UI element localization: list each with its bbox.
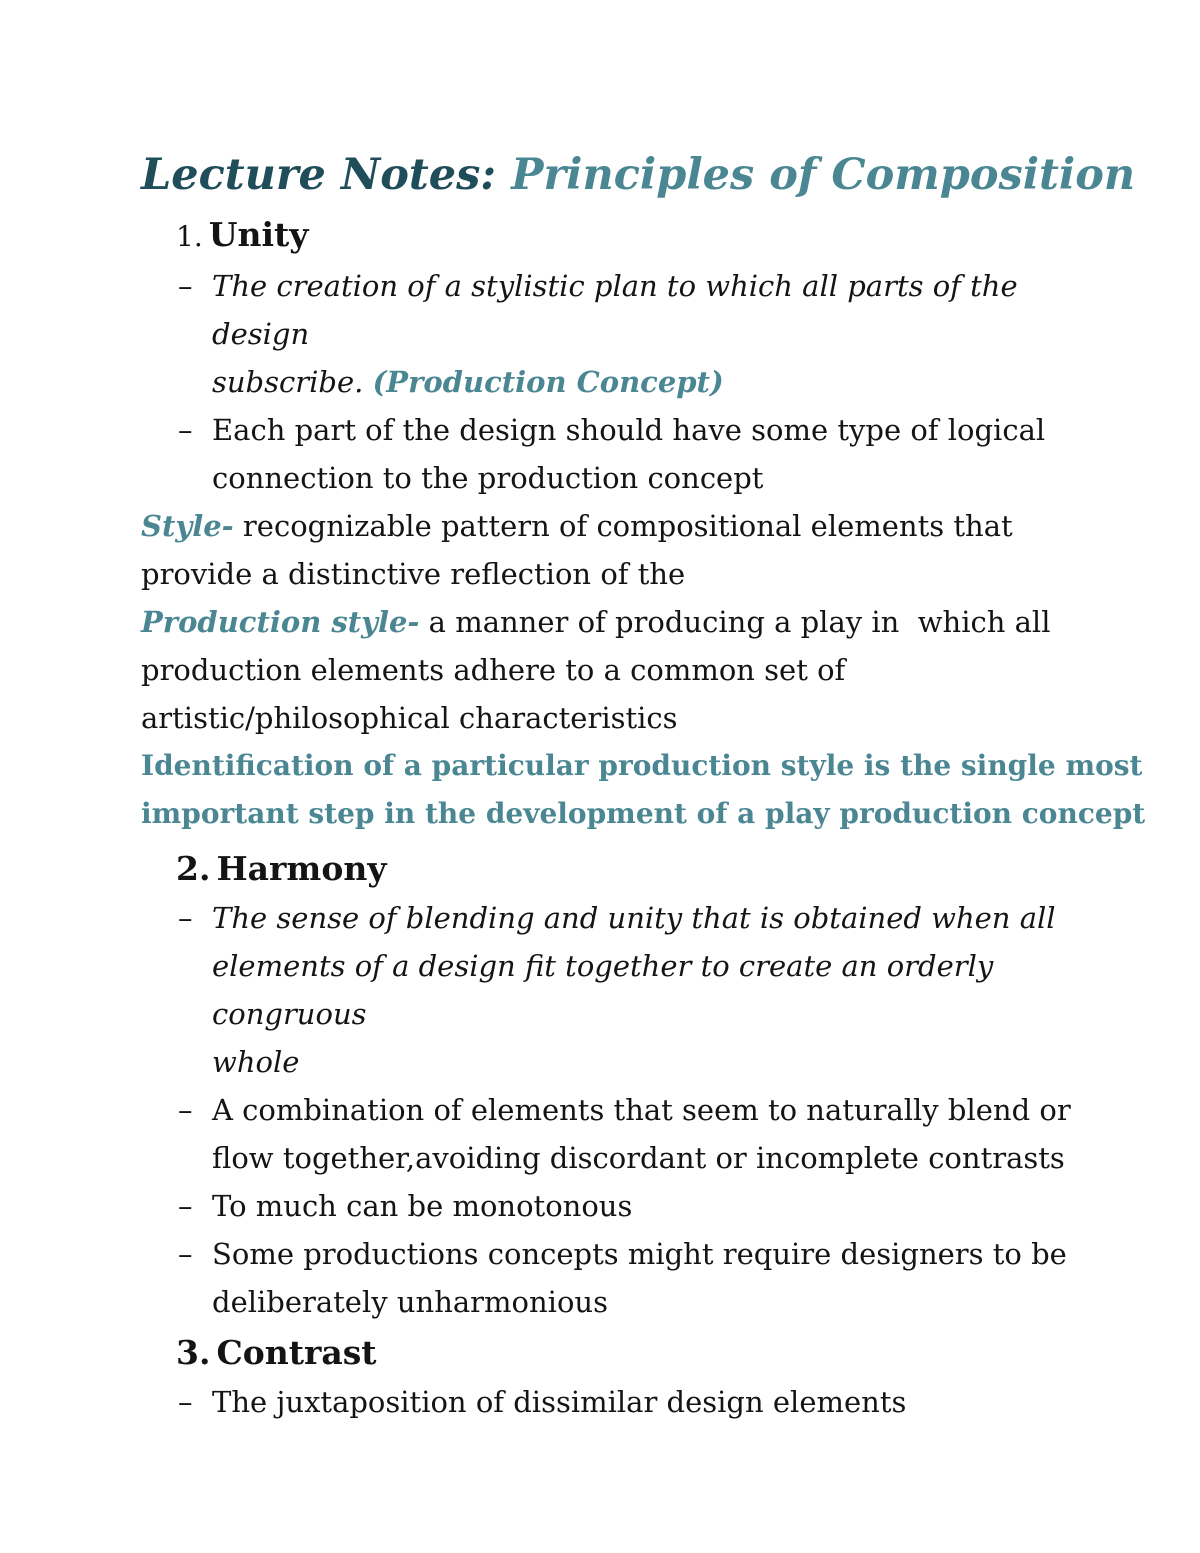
- title-subtitle: Principles of Composition: [511, 150, 1136, 200]
- key-statement-line: Identification of a particular production style is the single most: [141, 749, 1143, 782]
- definition-text: recognizable pattern of compositional elements that: [233, 509, 1013, 543]
- bullet-item: [141, 1086, 1101, 1182]
- bullet-text-cont: [212, 358, 1101, 406]
- bullet-line: The juxtaposition of dissimilar design elements: [212, 1385, 907, 1419]
- section-heading-harmony: [141, 844, 1101, 894]
- dash-marker: –: [178, 269, 193, 303]
- bullet-line: whole: [212, 1045, 300, 1079]
- definition-text: provide a distinctive reflection of the: [141, 557, 686, 591]
- title-lead: Lecture Notes:: [141, 150, 497, 200]
- section-number: 1.: [176, 220, 203, 253]
- definition-text: artistic/philosophical characteristics: [141, 701, 678, 735]
- dash-marker: –: [178, 1093, 193, 1127]
- bullet-item: [141, 1182, 1101, 1230]
- dash-marker: –: [178, 413, 193, 447]
- dash-marker: –: [178, 1189, 193, 1223]
- key-statement-line: important step in the development of a play production concept: [141, 797, 1146, 830]
- section-heading-unity: [141, 210, 1101, 262]
- bullet-line: Each part of the design should have some type of logical: [212, 413, 1046, 447]
- definition-style: [141, 502, 1101, 598]
- bullet-line: The creation of a stylistic plan to which all parts of the design: [212, 269, 1018, 351]
- section-number: 3.: [176, 1333, 211, 1372]
- dash-marker: –: [178, 1237, 193, 1271]
- bullet-line: flow together,avoiding discordant or incomplete contrasts: [212, 1141, 1065, 1175]
- bullet-item: [141, 1378, 1101, 1426]
- bullet-line: A combination of elements that seem to naturally blend or: [212, 1093, 1071, 1127]
- bullet-text: [212, 262, 1101, 358]
- bullet-line: The sense of blending and unity that is obtained when all: [212, 901, 1056, 935]
- bullet-line: elements of a design fit together to create an orderly congruous: [212, 949, 994, 1031]
- dash-marker: –: [178, 901, 193, 935]
- bullet-line: deliberately unharmonious: [212, 1285, 608, 1319]
- section-title: Contrast: [216, 1333, 377, 1372]
- production-concept-label: (Production Concept): [372, 365, 724, 399]
- bullet-line: Some productions concepts might require designers to be: [212, 1237, 1067, 1271]
- section-title: Unity: [208, 215, 309, 254]
- dash-marker: –: [178, 1385, 193, 1419]
- definition-term: Style-: [141, 509, 234, 543]
- section-heading-contrast: [141, 1328, 1101, 1378]
- definition-term: Production style-: [141, 605, 420, 639]
- bullet-item: [141, 262, 1101, 406]
- page-title: [141, 145, 1136, 205]
- bullet-line: subscribe.: [212, 365, 364, 399]
- bullet-line: To much can be monotonous: [212, 1189, 633, 1223]
- section-number: 2.: [176, 849, 211, 888]
- definition-production-style: [141, 598, 1101, 742]
- section-title: Harmony: [216, 849, 387, 888]
- definition-text: a manner of producing a play in which all: [419, 605, 1051, 639]
- bullet-item: [141, 1230, 1101, 1326]
- definition-text: production elements adhere to a common set of: [141, 653, 846, 687]
- bullet-line: connection to the production concept: [212, 461, 764, 495]
- document-body: [141, 145, 1146, 1426]
- key-statement: [141, 742, 1146, 838]
- bullet-item: [141, 406, 1101, 502]
- bullet-item: [141, 894, 1101, 1086]
